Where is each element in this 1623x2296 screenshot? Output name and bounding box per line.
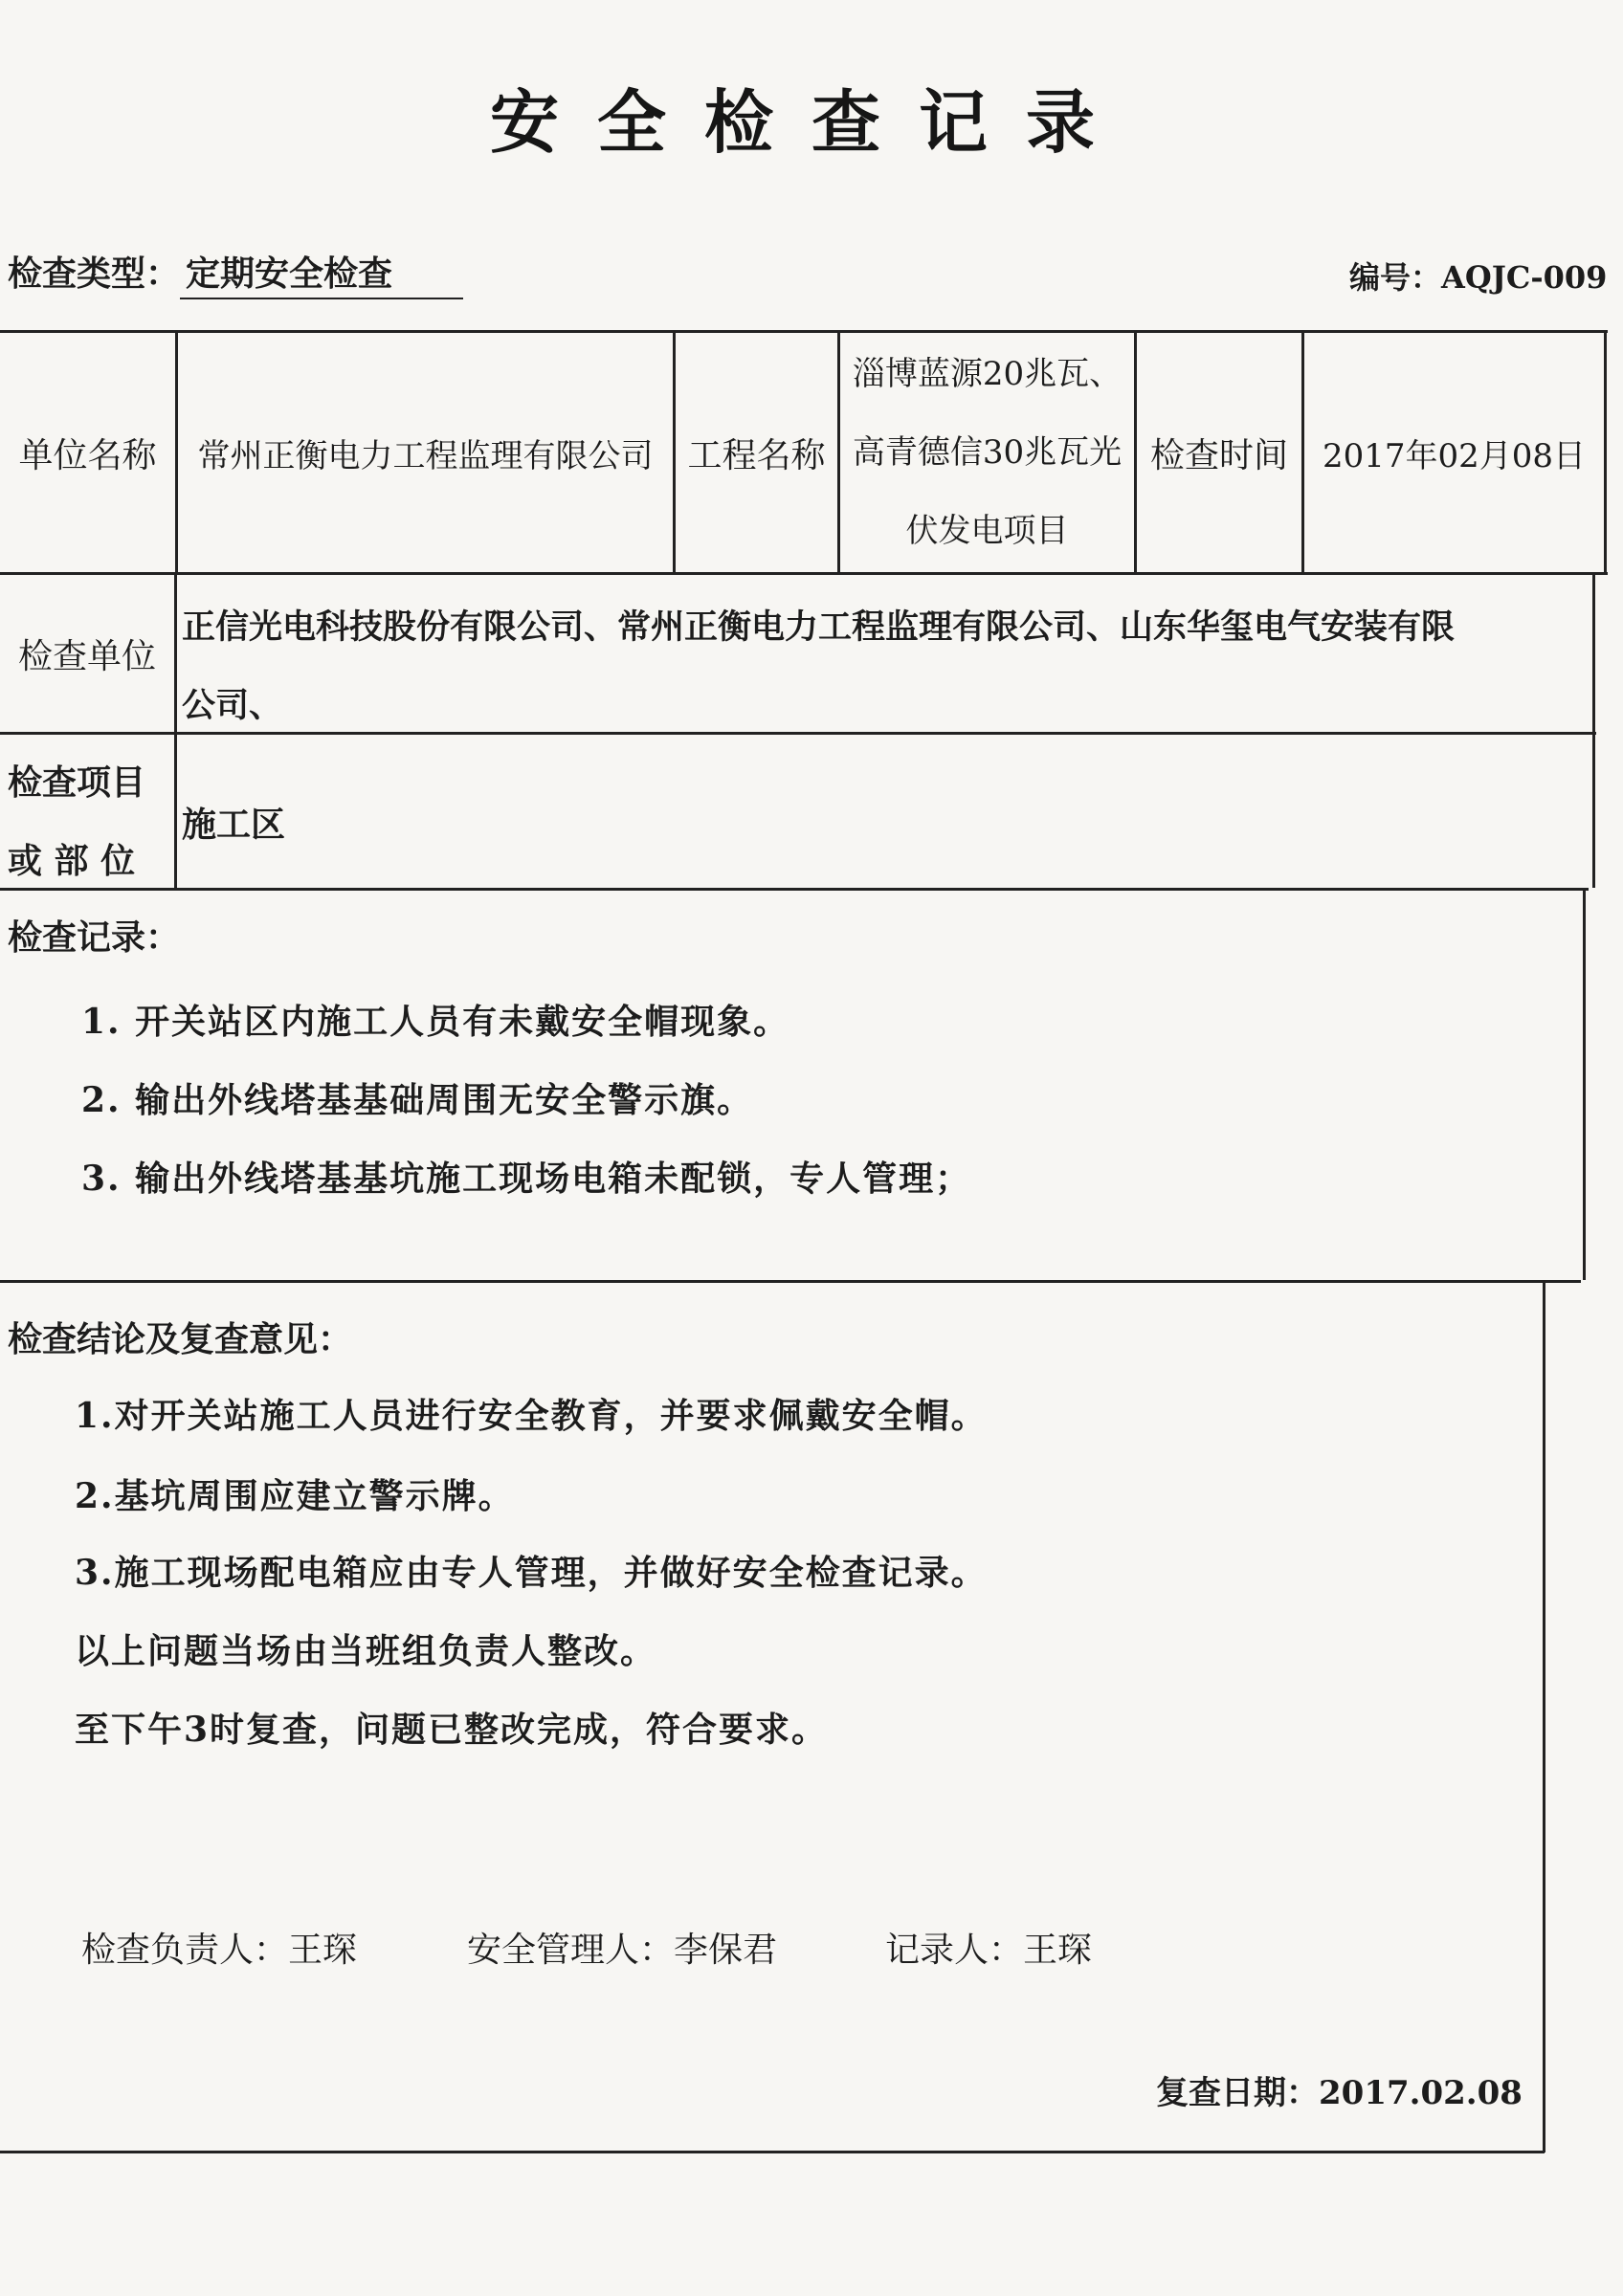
conclusion-item: 至下午3时复查，问题已整改完成，符合要求。 <box>75 1710 829 1750</box>
inspection-unit-line: 正信光电科技股份有限公司、常州正衡电力工程监理有限公司、山东华玺电气安装有限 <box>182 607 1456 647</box>
project-name-line: 伏发电项目 <box>905 512 1069 550</box>
inspection-unit-label: 检查单位 <box>17 636 156 676</box>
inspection-type <box>8 247 463 299</box>
table-line <box>1592 572 1595 888</box>
records-label: 检查记录： <box>8 917 181 958</box>
record-number <box>1349 254 1607 298</box>
inspector-signature: 检查负责人：王琛 <box>81 1931 358 1970</box>
table-line <box>1583 888 1586 1280</box>
table-line <box>0 1280 1581 1283</box>
record-item: 3. 输出外线塔基基坑施工现场电箱未配锁，专人管理； <box>81 1159 972 1199</box>
table-line <box>0 888 1589 891</box>
inspection-type-label: 检查类型： <box>8 254 181 294</box>
project-name-value <box>840 333 1134 572</box>
table-line <box>0 2151 1545 2153</box>
conclusion-item: 3.施工现场配电箱应由专人管理，并做好安全检查记录。 <box>75 1553 988 1593</box>
safety-manager-signature: 安全管理人：李保君 <box>467 1931 778 1970</box>
inspection-time-label: 检查时间 <box>1149 435 1288 475</box>
record-number-value: AQJC-009 <box>1441 259 1608 296</box>
conclusion-item: 以上问题当场由当班组负责人整改。 <box>75 1631 657 1671</box>
table-line <box>0 732 1596 735</box>
document-title: 安全检查记录 <box>489 81 1133 163</box>
inspection-time-value: 2017年02月08日 <box>1322 436 1587 475</box>
inspection-type-value: 定期安全检查 <box>180 247 463 299</box>
record-item: 1. 开关站区内施工人员有未戴安全帽现象。 <box>81 1002 790 1042</box>
record-item: 2. 输出外线塔基基础周围无安全警示旗。 <box>81 1080 754 1120</box>
inspection-item-label-line: 检查项目 <box>8 762 146 803</box>
table-line <box>1543 1280 1545 2152</box>
unit-name-label: 单位名称 <box>18 435 157 475</box>
inspection-unit-line: 公司、 <box>182 686 283 725</box>
inspection-item-label-line: 或 部 位 <box>8 841 136 881</box>
conclusion-item: 1.对开关站施工人员进行安全教育，并要求佩戴安全帽。 <box>75 1396 988 1436</box>
table-line <box>174 572 177 888</box>
recorder-signature: 记录人：王琛 <box>885 1931 1093 1970</box>
project-name-line: 高青德信30兆瓦光 <box>852 433 1123 472</box>
conclusion-item: 2.基坑周围应建立警示牌。 <box>75 1476 515 1516</box>
record-number-label: 编号： <box>1349 259 1442 296</box>
project-name-line: 淄博蓝源20兆瓦、 <box>852 355 1123 393</box>
table-line <box>1604 330 1607 574</box>
review-date: 复查日期：2017.02.08 <box>1156 2074 1523 2112</box>
inspection-item-value: 施工区 <box>182 805 286 845</box>
table-line <box>0 572 1608 575</box>
conclusion-label: 检查结论及复查意见： <box>8 1319 353 1359</box>
project-name-label: 工程名称 <box>687 435 826 475</box>
unit-name-value: 常州正衡电力工程监理有限公司 <box>197 436 654 475</box>
